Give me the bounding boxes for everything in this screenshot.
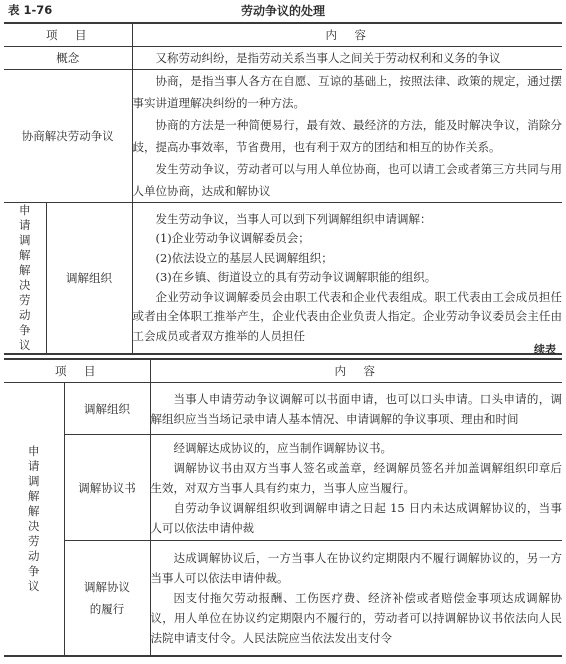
negotiation-paragraph: 协商的方法是一种简便易行，最有效、最经济的方法，能及时解决争议，消除分歧，提高办事效率，节省费用，也有利于双方的团结和相互的协作关系。 [132, 118, 562, 154]
row-performance [4, 541, 562, 656]
table-title: 劳动争议的处理 [240, 4, 325, 18]
content-mediation-org-2 [150, 383, 562, 435]
header-content: 内 容 [132, 23, 562, 47]
group-cell-1 [4, 203, 46, 355]
performance-label-line1: 调解协议 [84, 579, 130, 594]
continued-label: 续表 [534, 343, 556, 356]
content-mediation-org [132, 203, 562, 355]
labor-dispute-table-continued [4, 358, 562, 657]
content-concept [132, 47, 562, 70]
row-agreement [4, 435, 562, 541]
group-label: 申请调解解决劳动争议 [28, 443, 40, 593]
performance-paragraph: 因支付拖欠劳动报酬、工伤医疗费、经济补偿或者赔偿金事项达成调解协议，用人单位在协议约定期限内不履行的，劳动者可以持调解协议书依法向人民法院申请支付令。人民法院应当依法发出支付令 [150, 590, 562, 645]
agreement-paragraph: 自劳动争议调解组织收到调解申请之日起 15 日内未达成调解协议的，当事人可以依法申请仲裁 [150, 500, 562, 535]
content-negotiation [132, 70, 562, 203]
header-content: 内 容 [150, 359, 562, 383]
row-mediation-org-2 [4, 383, 562, 435]
negotiation-paragraph: 发生劳动争议，劳动者可以与用人单位协商，也可以请工会或者第三方共同与用人单位协商，达成和解协议 [132, 162, 562, 198]
label-concept: 概念 [4, 47, 132, 70]
performance-label-line2: 的履行 [89, 601, 125, 616]
mediation-org-paragraph: 企业劳动争议调解委员会由职工代表和企业代表组成。职工代表由工会成员担任或者由全体职工推举产生，企业代表由企业负责人指定。企业劳动争议委员会主任由工会成员或者双方推举的人员担任 [132, 289, 562, 343]
mediation-org-text: 当事人申请劳动争议调解可以书面申请，也可以口头申请。口头申请的，调解组织应当当场记录申请人基本情况、申请调解的争议事项、理由和时间 [150, 391, 562, 426]
group-cell-2 [4, 383, 64, 656]
content-agreement [150, 435, 562, 541]
row-concept [4, 47, 562, 70]
concept-text: 又称劳动纠纷，是指劳动关系当事人之间关于劳动权利和义务的争议 [155, 51, 501, 65]
label-mediation-org-2: 调解组织 [64, 383, 150, 435]
header-item: 项 目 [4, 23, 132, 47]
mediation-org-paragraph: 发生劳动争议，当事人可以到下列调解组织申请调解： [155, 211, 432, 226]
agreement-paragraph: 调解协议书由双方当事人签名或盖章，经调解员签名并加盖调解组织印章后生效，对双方当事人具有约束力，当事人应当履行。 [150, 460, 562, 495]
mediation-org-paragraph: (1)企业劳动争议调解委员会； [155, 231, 310, 246]
header-item: 项 目 [4, 359, 150, 383]
mediation-org-paragraph: (2)依法设立的基层人民调解组织； [155, 250, 333, 265]
label-agreement: 调解协议书 [64, 435, 150, 541]
performance-paragraph: 达成调解协议后，一方当事人在协议约定期限内不履行调解协议的，另一方当事人可以依法申请仲裁。 [150, 550, 562, 585]
row-negotiation [4, 70, 562, 203]
label-mediation-org: 调解组织 [46, 203, 132, 355]
row-mediation-org [4, 203, 562, 355]
label-negotiation: 协商解决劳动争议 [4, 70, 132, 203]
table-header-row [4, 359, 562, 383]
table-number: 表 1-76 [8, 3, 53, 17]
table-header-row [4, 23, 562, 47]
label-performance [64, 541, 150, 656]
negotiation-paragraph: 协商，是指当事人各方在自愿、互谅的基础上，按照法律、政策的规定，通过摆事实讲道理解决纠纷的一种方法。 [132, 74, 562, 110]
labor-dispute-table [4, 22, 562, 355]
agreement-paragraph: 经调解达成协议的，应当制作调解协议书。 [173, 440, 392, 455]
group-label: 申请调解解决劳动争议 [19, 203, 31, 352]
content-performance [150, 541, 562, 656]
mediation-org-paragraph: (3)在乡镇、街道设立的具有劳动争议调解职能的组织。 [155, 270, 437, 285]
table-title-bar [8, 2, 558, 20]
